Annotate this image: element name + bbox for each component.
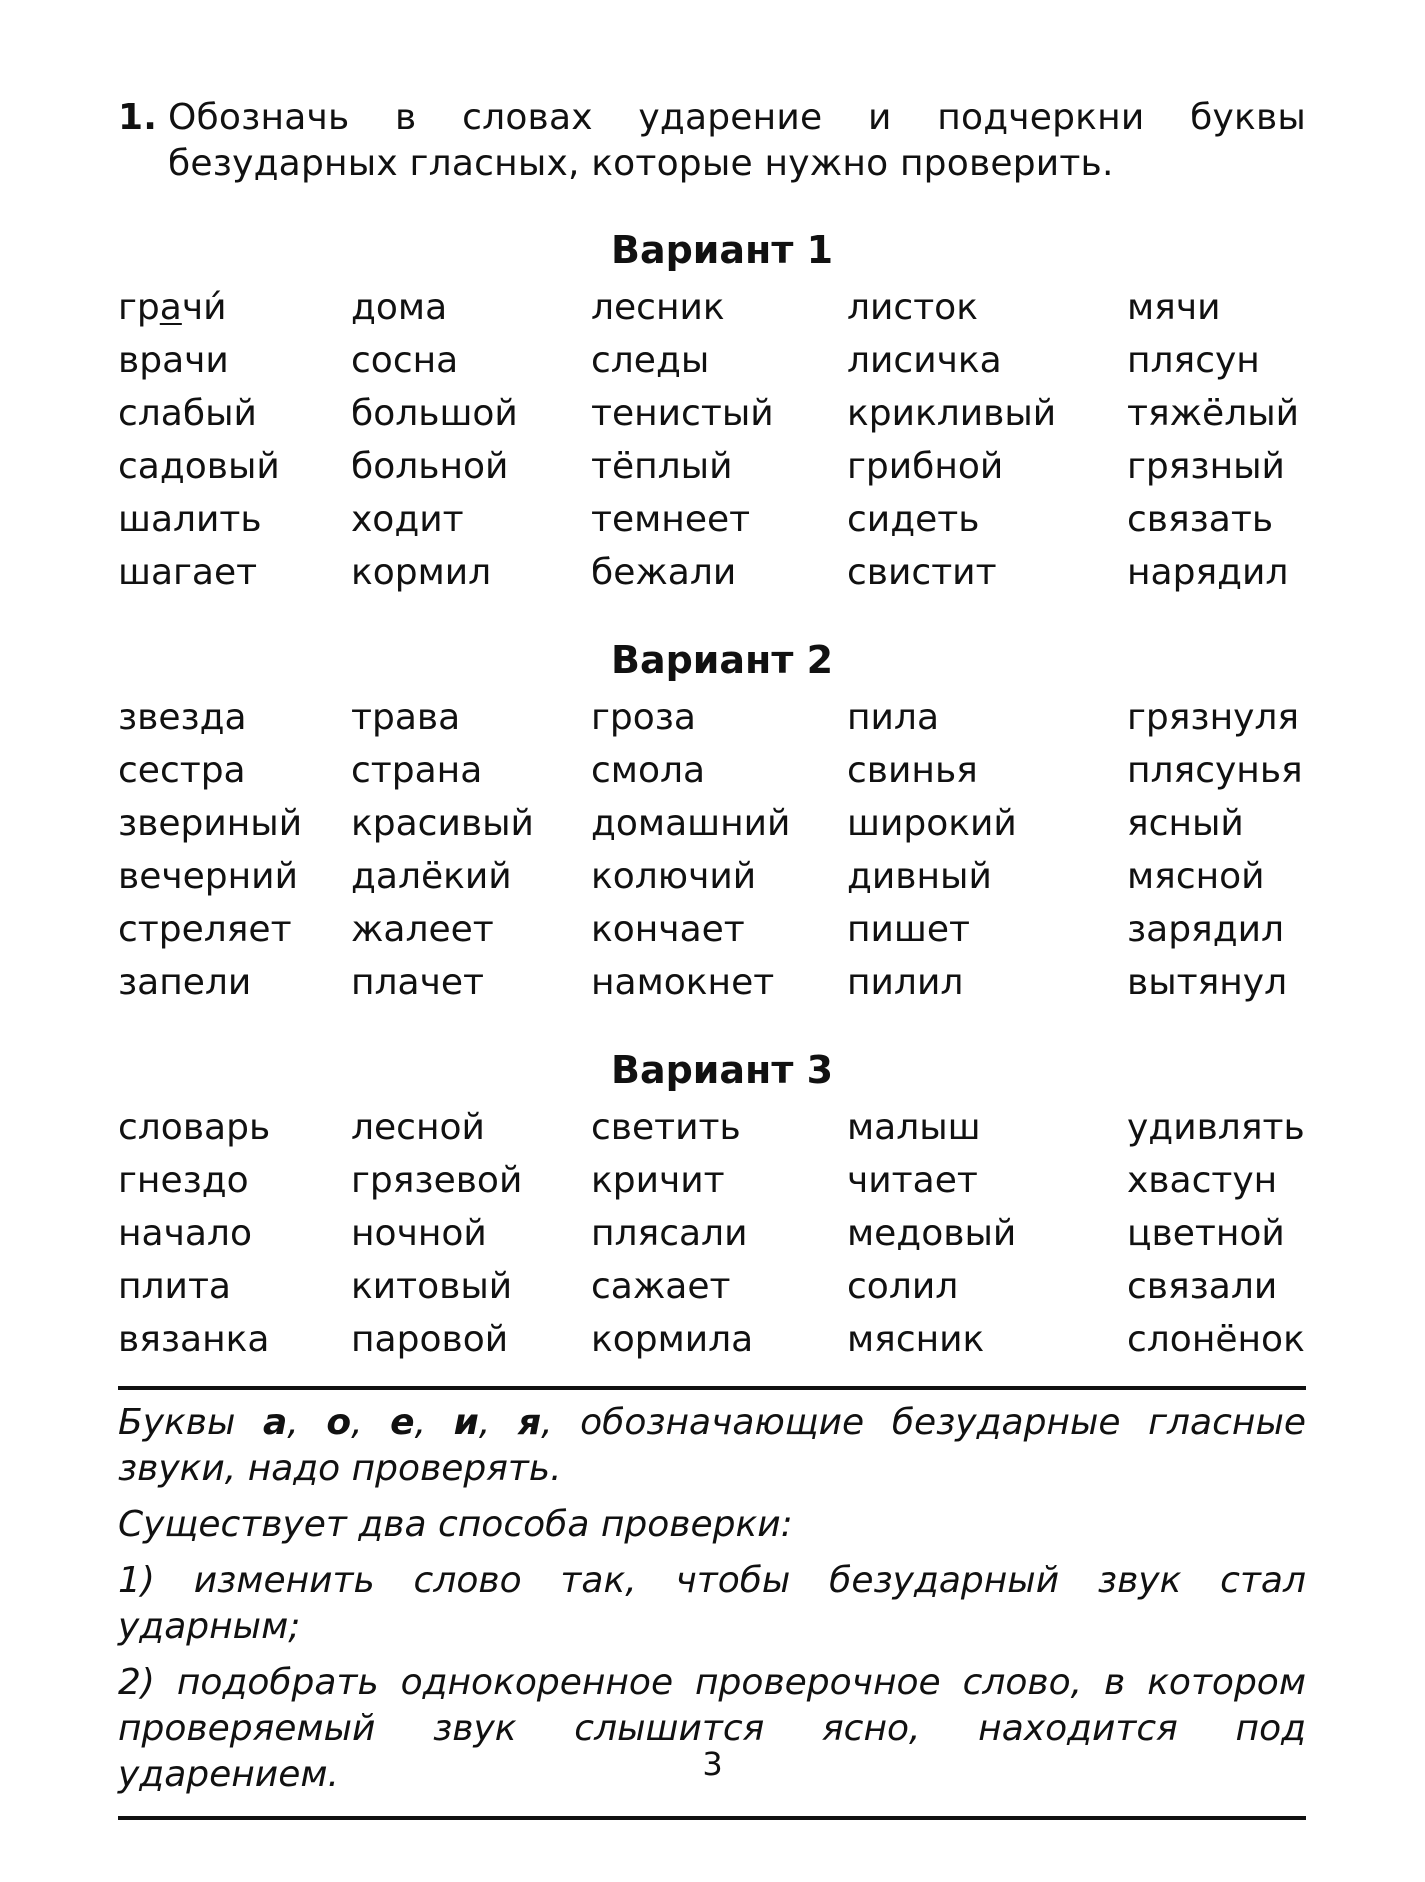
word: звезда (118, 697, 247, 738)
word: тёплый (591, 446, 733, 487)
word: шагает (118, 552, 258, 593)
word: звериный (118, 803, 303, 844)
word: жалеет (351, 909, 494, 950)
word: светить (591, 1107, 741, 1148)
word: мячи (1127, 287, 1221, 328)
word: сидеть (847, 499, 980, 540)
rule-letter: я (517, 1402, 542, 1443)
rule-prefix: Буквы (118, 1402, 236, 1443)
word: плита (118, 1266, 231, 1307)
word: цветной (1127, 1213, 1285, 1254)
word: грачи́ (118, 287, 227, 328)
word: дивный (847, 856, 992, 897)
word: вязанка (118, 1319, 270, 1360)
word: пила (847, 697, 940, 738)
word: мясник (847, 1319, 985, 1360)
word: гнездо (118, 1160, 249, 1201)
rule-paragraph-4: 2) подобрать однокоренное проверочное слово, в котором проверяемый звук слышится ясно, находится под ударением. (118, 1662, 1306, 1795)
word: тяжёлый (1127, 393, 1300, 434)
word: смола (591, 750, 706, 791)
word: грязевой (351, 1160, 523, 1201)
word: ясный (1127, 803, 1244, 844)
word: кормил (351, 552, 492, 593)
word: паровой (351, 1319, 509, 1360)
rule-suffix: обозначающие безударные гласные звуки, надо проверять. (118, 1402, 1307, 1489)
word: пилил (847, 962, 964, 1003)
word: кормила (591, 1319, 754, 1360)
word: сестра (118, 750, 246, 791)
task-number: 1. (118, 97, 158, 138)
word: темнеет (591, 499, 751, 540)
word: врачи (118, 340, 229, 381)
rule-paragraph-3: 1) изменить слово так, чтобы безударный звук стал ударным; (118, 1560, 1306, 1647)
word: больной (351, 446, 509, 487)
word: сосна (351, 340, 459, 381)
worksheet-page (118, 95, 1306, 1820)
word: стреляет (118, 909, 292, 950)
variant-2-word-grid (118, 691, 1306, 1009)
word: солил (847, 1266, 959, 1307)
word: красивый (351, 803, 534, 844)
word: удивлять (1127, 1107, 1305, 1148)
page-number: 3 (702, 1745, 723, 1783)
rule-paragraph-1: Буквы а, о, е, и, я, обозначающие безударные гласные звуки, надо проверять. (118, 1402, 1307, 1489)
word: грибной (847, 446, 1004, 487)
task-text: Обозначь в словах ударение и подчеркни буквы безударных гласных, которые нужно проверить. (168, 97, 1306, 184)
word: начало (118, 1213, 252, 1254)
word: вечерний (118, 856, 298, 897)
word: садовый (118, 446, 280, 487)
word: намокнет (591, 962, 775, 1003)
word: трава (351, 697, 461, 738)
word: плясунья (1127, 750, 1303, 791)
rule-letter: и (453, 1402, 479, 1443)
word: связать (1127, 499, 1274, 540)
rule-paragraph-2: Существует два способа проверки: (118, 1504, 793, 1545)
word: читает (847, 1160, 978, 1201)
word: хвастун (1127, 1160, 1278, 1201)
variant-2-title: Вариант 2 (610, 638, 834, 682)
word: бежали (591, 552, 737, 593)
word: медовый (847, 1213, 1017, 1254)
word: страна (351, 750, 483, 791)
rule-letter: о (326, 1402, 352, 1443)
word: вытянул (1127, 962, 1288, 1003)
word: ходит (351, 499, 464, 540)
word: связали (1127, 1266, 1278, 1307)
word: зарядил (1127, 909, 1285, 950)
variant-3-title: Вариант 3 (610, 1048, 834, 1092)
word: тенистый (591, 393, 774, 434)
word: кончает (591, 909, 745, 950)
word: пишет (847, 909, 970, 950)
word: широкий (847, 803, 1017, 844)
word: лесник (591, 287, 725, 328)
word: слонёнок (1127, 1319, 1305, 1360)
word: дома (351, 287, 448, 328)
word: плясали (591, 1213, 748, 1254)
word: колючий (591, 856, 757, 897)
word: кричит (591, 1160, 725, 1201)
variant-1-word-grid (118, 281, 1306, 599)
word: гроза (591, 697, 696, 738)
word: нарядил (1127, 552, 1289, 593)
word: следы (591, 340, 710, 381)
rule-letter: е (390, 1402, 415, 1443)
word: лесной (351, 1107, 485, 1148)
word: домашний (591, 803, 791, 844)
task-instruction (118, 95, 1306, 187)
word: крикливый (847, 393, 1057, 434)
word: плачет (351, 962, 484, 1003)
word: далёкий (351, 856, 512, 897)
word: большой (351, 393, 518, 434)
word: запели (118, 962, 252, 1003)
variant-1-title: Вариант 1 (610, 228, 834, 272)
word: свистит (847, 552, 997, 593)
word: слабый (118, 393, 257, 434)
variant-3-word-grid (118, 1101, 1306, 1366)
rule-letter: а (263, 1402, 288, 1443)
word: свинья (847, 750, 978, 791)
word: грязнуля (1127, 697, 1300, 738)
word: малыш (847, 1107, 981, 1148)
word: плясун (1127, 340, 1260, 381)
word: грязный (1127, 446, 1285, 487)
word: китовый (351, 1266, 513, 1307)
word: словарь (118, 1107, 271, 1148)
word: ночной (351, 1213, 487, 1254)
word: листок (847, 287, 978, 328)
word: шалить (118, 499, 262, 540)
word: лисичка (847, 340, 1002, 381)
word: мясной (1127, 856, 1265, 897)
word: сажает (591, 1266, 731, 1307)
